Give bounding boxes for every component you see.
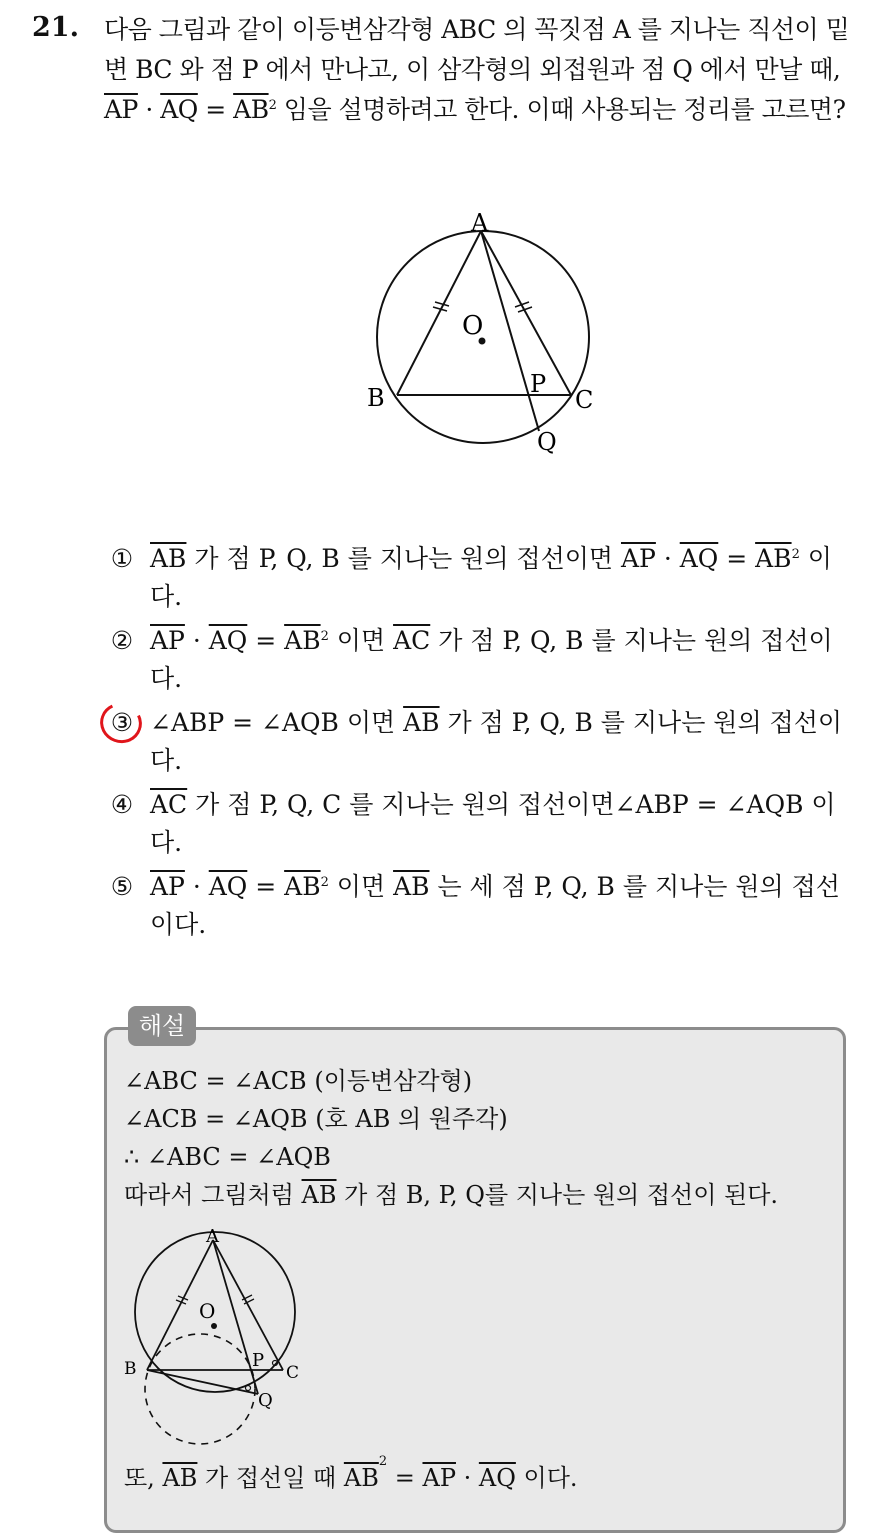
label-p: P — [530, 370, 547, 398]
line-aq — [481, 231, 539, 431]
label-o: O — [462, 311, 484, 341]
choice-4[interactable]: ④ $\overline{AC}$ 가 점 P, Q, C 를 지나는 원의 접선이면∠ABP = ∠AQB 이다. — [104, 786, 864, 862]
label-a: A — [471, 209, 489, 237]
segment-ab: $\overline{AB}$ — [233, 95, 269, 124]
solution-line-4: 따라서 그림처럼 $\overline{AB}$ 가 점 B, P, Q를 지나는 원의 접선이 된다. — [124, 1181, 779, 1209]
choice-5[interactable]: ⑤ $\overline{AP} \cdot \overline{AQ} = \overline{AB}^2$ 이면 $\overline{AB}$ 는 세 점 P, Q, B 를 지나는 원의 접선이다. — [104, 868, 864, 944]
solution-line-1: ∠ABC = ∠ACB (이등변삼각형) — [124, 1067, 473, 1095]
label-b: B — [367, 384, 385, 412]
label-q: Q — [537, 428, 557, 455]
side-ac — [481, 231, 571, 395]
question-number: 21. — [32, 12, 79, 43]
choice-number: ① — [110, 544, 134, 573]
label-q: Q — [258, 1390, 273, 1411]
solution-last-line: 또, $\overline{AB}$ 가 접선일 때 $\overline{AB}^2 = \overline{AP} \cdot \overline{AQ}$ 이다. — [124, 1454, 578, 1492]
question-text: 다음 그림과 같이 이등변삼각형 ABC 의 꼭짓점 A 를 지나는 직선이 밑변 BC 와 점 P 에서 만나고, 이 삼각형의 외접원과 점 Q 에서 만날 때, $\overline{AP} \cdot \overline{AQ} = \overline{AB}^2$ 임을 설명하려고 한다. 이때 사용되는 정리를 고르면? — [104, 15, 850, 124]
label-c: C — [575, 386, 594, 414]
choice-number: ④ — [110, 790, 134, 819]
choice-3[interactable]: ③ ∠ABP = ∠AQB 이면 $\overline{AB}$ 가 점 P, Q, B 를 지나는 원의 접선이다. — [104, 704, 864, 780]
choice-number: ② — [110, 626, 134, 655]
solution-tag: 해설 — [128, 1006, 196, 1046]
center-dot — [211, 1323, 217, 1329]
segment-aq: $\overline{AQ}$ — [160, 95, 198, 124]
solution-line-3: ∴ ∠ABC = ∠AQB — [124, 1143, 331, 1171]
figure-circumcircle — [355, 205, 615, 455]
solution-text — [124, 1062, 778, 1214]
label-a: A — [206, 1226, 219, 1247]
choice-2[interactable]: ② $\overline{AP} \cdot \overline{AQ} = \overline{AB}^2$ 이면 $\overline{AC}$ 가 점 P, Q, B 를 지나는 원의 접선이다. — [104, 622, 864, 698]
choice-list — [104, 540, 864, 950]
side-ac — [213, 1240, 283, 1370]
label-o: O — [199, 1299, 216, 1323]
label-c: C — [286, 1363, 300, 1383]
choice-1[interactable]: ① $\overline{AB}$ 가 점 P, Q, B 를 지나는 원의 접선이면 $\overline{AP} \cdot \overline{AQ} = \overline{AB}^2$ 이다. — [104, 540, 864, 616]
figure-solution — [120, 1222, 320, 1452]
label-p: P — [252, 1350, 265, 1371]
choice-number: ③ — [110, 708, 134, 737]
solution-line-2: ∠ACB = ∠AQB (호 AB 의 원주각) — [124, 1105, 508, 1133]
angle-mark-q — [246, 1386, 251, 1391]
segment-ap: $\overline{AP}$ — [104, 95, 138, 124]
choice-number: ⑤ — [110, 872, 134, 901]
label-b: B — [124, 1359, 137, 1379]
